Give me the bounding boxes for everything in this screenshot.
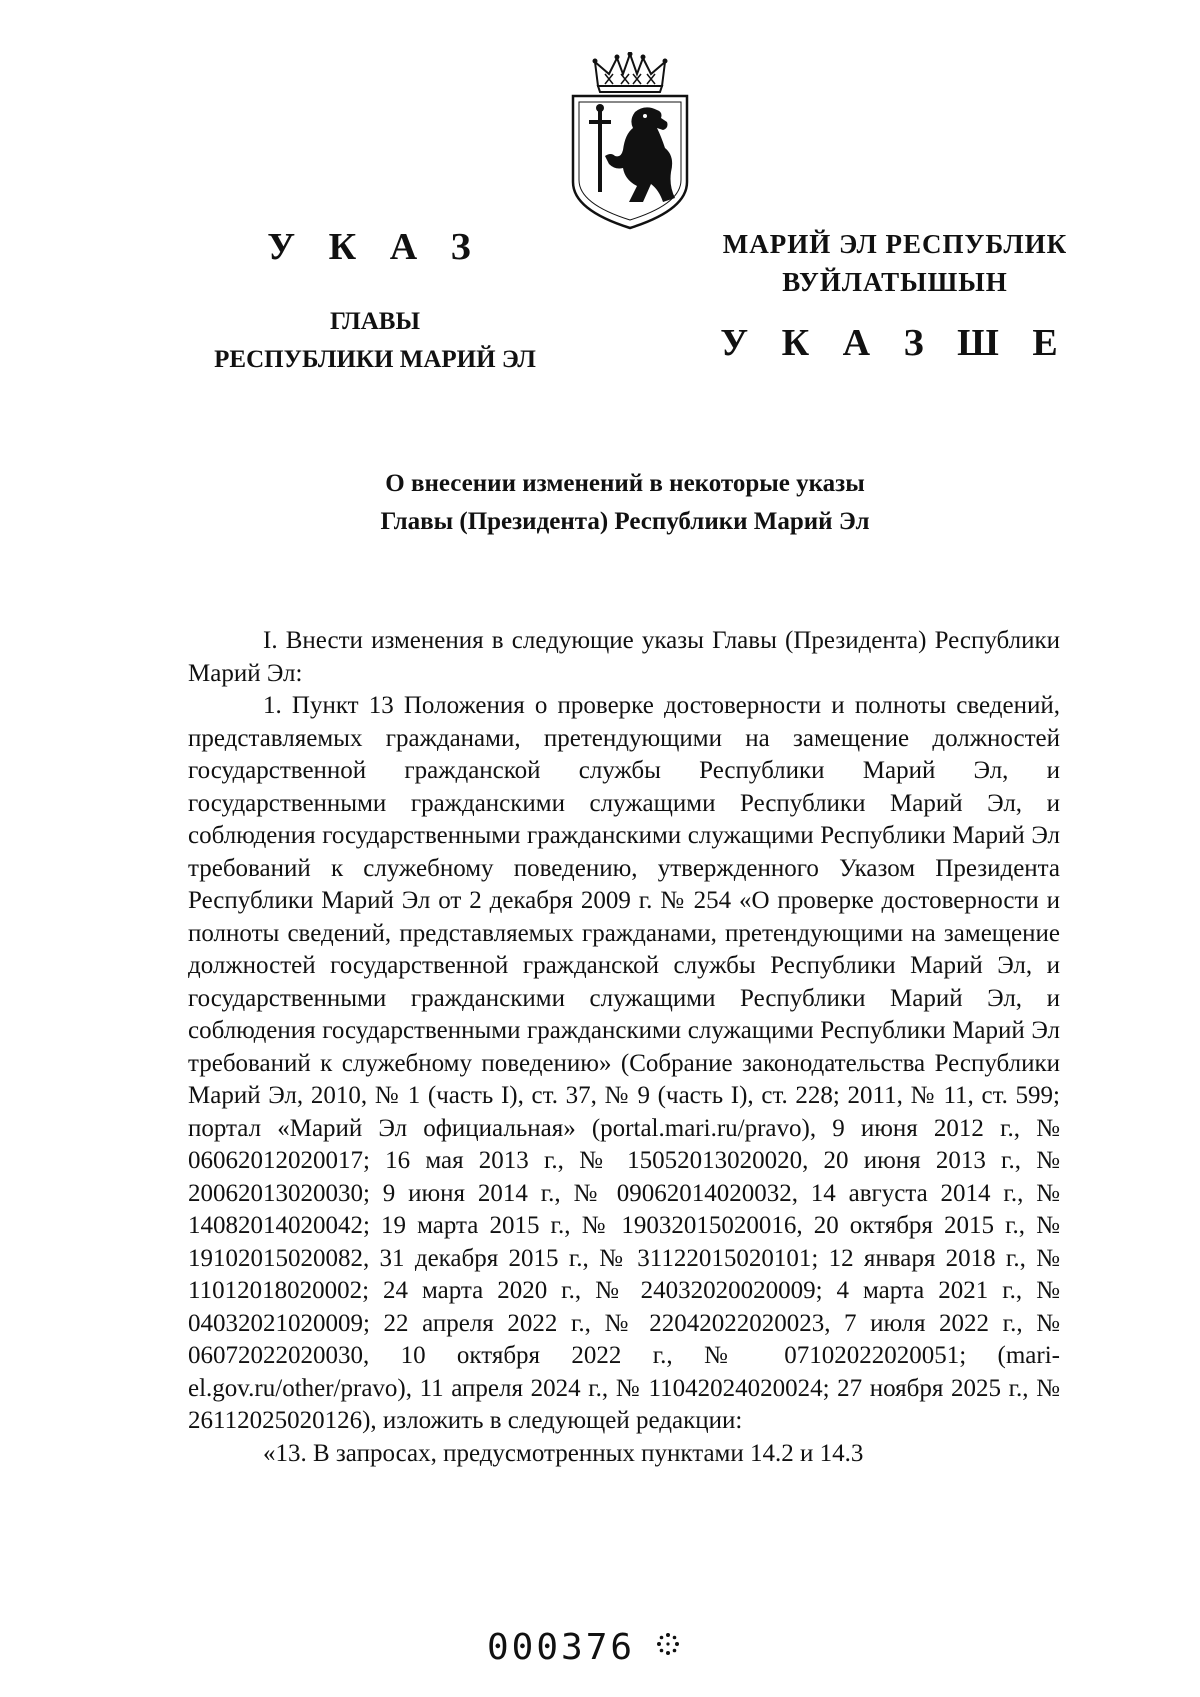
page-number: 000376 [487, 1627, 636, 1668]
document-title-line-2: Главы (Президента) Республики Марий Эл [380, 508, 870, 535]
document-title-line-1: О внесении изменений в некоторые указы [385, 470, 865, 497]
republic-line: РЕСПУБЛИКИ МАРИЙ ЭЛ [214, 346, 536, 373]
ukaz-title: У К А З [267, 226, 483, 268]
header-right [690, 225, 1100, 365]
mari-republic-line: МАРИЙ ЭЛ РЕСПУБЛИК [722, 229, 1068, 259]
item-1-paragraph: 1. Пункт 13 Положения о проверке достоверности и полноты сведений, представляемых гражданами, претендующими на замещение должностей государственной гражданской службы Республики Марий Эл, и государственными гражданскими служащими Республики Марий Эл, и соблюдения государственными гражданскими служащими Республики Марий Эл требований к служебному поведению, утвержденного Указом Президента Республики Марий Эл от 2 декабря 2009 г. № 254 «О проверке достоверности и полноты сведений, представляемых гражданами, претендующими на замещение должностей государственной гражданской службы Республики Марий Эл, и государственными гражданскими служащими Республики Марий Эл, и соблюдения государственными гражданскими служащими Республики Марий Эл требований к служебному поведению» (Собрание законодательства Республики Марий Эл, 2010, № 1 (часть I), ст. 37, № 9 (часть I), ст. 228; 2011, № 11, ст. 599; портал «Марий Эл официальная» (portal.mari.ru/pravo), 9 июня 2012 г., № 06062012020017; 16 мая 2013 г., № 15052013020020, 20 июня 2013 г., № 20062013020030; 9 июня 2014 г., № 09062014020032, 14 августа 2014 г., № 14082014020042; 19 марта 2015 г., № 19032015020016, 20 октября 2015 г., № 19102015020082, 31 декабря 2015 г., № 31122015020101; 12 января 2018 г., № 11012018020002; 24 марта 2020 г., № 24032020020009; 4 марта 2021 г., № 04032021020009; 22 апреля 2022 г., № 22042022020023, 7 июля 2022 г., № 06072022020030, 10 октября 2022 г., № 07102022020051; (mari-el.gov.ru/other/pravo), 11 апреля 2024 г., № 11042024020024; 27 ноября 2025 г., № 26112025020126), изложить в следующей редакции: [188, 692, 1060, 1434]
ukazshe-title: У К А З Ш Е [720, 322, 1070, 364]
asterisk-mark-icon [656, 1632, 680, 1656]
glava-line: ГЛАВЫ [329, 308, 421, 335]
vuilatyshyn-line: ВУЙЛАТЫШЫН [782, 267, 1008, 297]
document-title [170, 465, 1080, 541]
header-left [170, 225, 580, 379]
quote-start-paragraph: «13. В запросах, предусмотренных пунктами 14.2 и 14.3 [263, 1439, 864, 1467]
section-1-paragraph: I. Внести изменения в следующие указы Главы (Президента) Республики Марий Эл: [188, 627, 1060, 687]
mari-el-coat-of-arms-icon [565, 52, 695, 234]
document-body [188, 625, 1060, 1470]
